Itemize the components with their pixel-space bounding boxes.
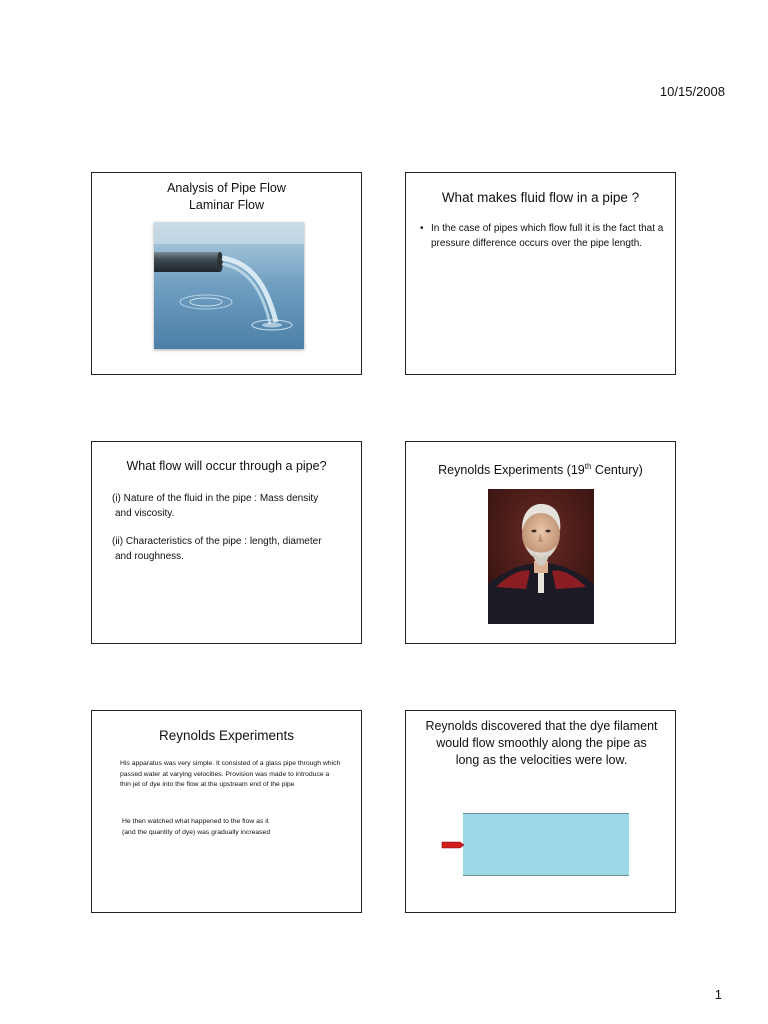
water-pipe-photo xyxy=(154,222,304,349)
item-pipe-characteristics xyxy=(112,534,352,564)
slide-title-line-2: Laminar Flow xyxy=(188,198,265,212)
title-superscript: th xyxy=(584,462,592,471)
pipe-body xyxy=(463,814,629,876)
slide-title xyxy=(406,458,675,479)
item-line: (i) Nature of the fluid in the pipe : Mass density xyxy=(112,493,319,504)
slide-title: Reynolds Experiments xyxy=(158,728,295,743)
title-suffix: Century) xyxy=(591,463,643,478)
item-line: and roughness. xyxy=(115,551,184,562)
slide-title xyxy=(92,180,361,214)
paragraph-line: He then watched what happened to the flow as it xyxy=(122,818,269,825)
apparatus-paragraph: His apparatus was very simple. It consisted of a glass pipe through which passed water at varying velocities. Provision was made to introduce a thin jet of dye into the flow at the upstream end of the pipe xyxy=(120,760,341,788)
item-fluid-nature xyxy=(112,491,352,521)
slide-reynolds-experiments xyxy=(91,710,362,913)
title-prefix: Reynolds Experiments (19 xyxy=(438,463,585,478)
paragraph-line: (and the quantity of dye) was gradually increased xyxy=(122,828,271,836)
page-date: 10/15/2008 xyxy=(659,84,725,99)
slide-title: Reynolds discovered that the dye filament would flow smoothly along the pipe as long as the velocities were low. xyxy=(425,719,658,767)
page-number: 1 xyxy=(714,987,722,1002)
observation-paragraph xyxy=(122,817,344,838)
pipe-dye-diagram xyxy=(440,811,630,877)
slide-what-makes-fluid-flow xyxy=(405,172,676,375)
dye-injector-arrow xyxy=(442,842,464,848)
bullet-item xyxy=(420,221,665,251)
slide-title: What flow will occur through a pipe? xyxy=(126,459,327,473)
slide-analysis-of-pipe-flow xyxy=(91,172,362,375)
slide-what-flow-will-occur xyxy=(91,441,362,644)
bullet-marker: • xyxy=(420,223,424,234)
slide-title-line-1: Analysis of Pipe Flow xyxy=(167,181,286,195)
item-line: (ii) Characteristics of the pipe : length, diameter xyxy=(112,536,322,547)
slide-reynolds-discovery xyxy=(405,710,676,913)
item-line: and viscosity. xyxy=(115,508,175,519)
slide-title: What makes fluid flow in a pipe ? xyxy=(441,190,640,205)
slide-reynolds-experiments-century xyxy=(405,441,676,644)
reynolds-portrait xyxy=(488,489,594,624)
bullet-text: In the case of pipes which flow full it is the fact that a pressure difference occurs over the pipe length. xyxy=(431,223,664,249)
